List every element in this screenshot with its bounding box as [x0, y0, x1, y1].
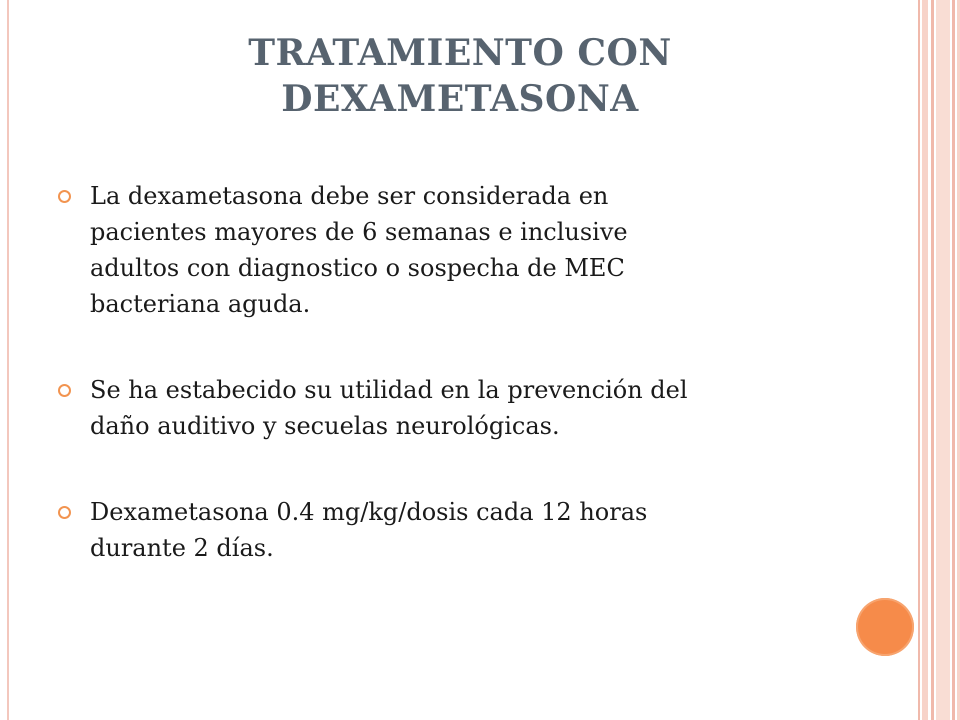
bullet-text: La dexametasona debe ser considerada en pacientes mayores de 6 semanas e inclusive adultos con diagnostico o sospecha de MEC bacteriana aguda. [90, 182, 628, 318]
decorative-bar [952, 0, 955, 720]
decorative-bar [922, 0, 928, 720]
slide-title-line: DEXAMETASONA [281, 78, 639, 120]
bullet-item [58, 178, 848, 322]
ring-bullet-icon [58, 506, 71, 519]
bullet-item [58, 372, 848, 444]
bullet-item [58, 494, 848, 566]
orange-circle-icon [856, 598, 914, 656]
ring-bullet-icon [58, 190, 71, 203]
decorative-bar [931, 0, 934, 720]
slide-title [120, 30, 800, 122]
bullet-text: Dexametasona 0.4 mg/kg/dosis cada 12 horas durante 2 días. [90, 498, 648, 562]
bullet-text: Se ha estabecido su utilidad en la prevención del daño auditivo y secuelas neurológicas. [90, 376, 688, 440]
bullet-list [58, 178, 848, 566]
decorative-bar [918, 0, 920, 720]
decorative-bar [936, 0, 950, 720]
slide-title-line: TRATAMIENTO CON [248, 32, 672, 74]
left-border-line [7, 0, 9, 720]
ring-bullet-icon [58, 384, 71, 397]
